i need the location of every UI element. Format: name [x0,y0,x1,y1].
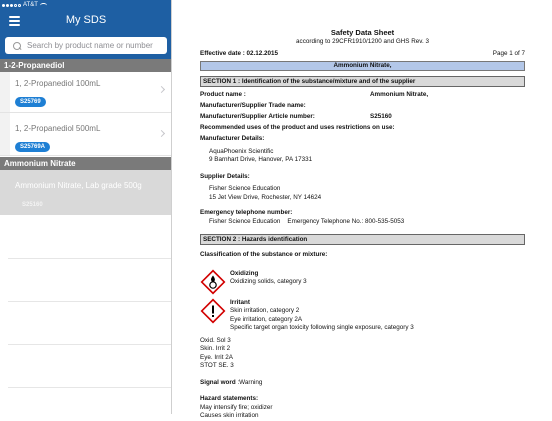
search-box[interactable] [5,37,167,54]
product-banner: Ammonium Nitrate, [200,61,525,71]
section-2-header: SECTION 2 : Hazards identification [200,234,525,245]
supplier-details-label: Supplier Details: [200,172,250,180]
group-header-ammonium-nitrate: Ammonium Nitrate [0,157,172,170]
chevron-right-icon [158,130,165,137]
section-1-header: SECTION 1 : Identification of the substance/mixture and of the supplier [200,76,525,87]
divider [8,258,172,259]
divider [8,301,172,302]
manufacturer-details-label: Manufacturer Details: [200,135,265,143]
hazard-irritant [201,299,525,333]
page-number: Page 1 of 7 [492,49,525,57]
document-subtitle: according to 29CFR1910/1200 and GHS Rev. 3 [296,38,429,46]
wifi-icon [40,3,47,8]
flame-over-circle-icon [201,270,225,294]
signal-strength-icon [2,4,21,7]
manufacturer-address: 9 Barnhart Drive, Hanover, PA 17331 [209,156,313,164]
hazard-title: Oxidizing [230,269,259,277]
hazard-description: Skin irritation, category 2 [230,307,300,315]
emergency-phone-line: Fisher Science Education Emergency Telephone No.: 800-535-5053 [209,217,405,225]
product-name-value: Ammonium Nitrate, [370,91,429,99]
hazard-description: Eye irritation, category 2A [230,315,303,323]
product-number-badge: S25160 [22,202,43,208]
product-number-badge: S25769A [15,142,50,152]
search-input[interactable] [27,41,157,50]
divider [8,344,172,345]
list-item-propanediol-100ml[interactable] [0,72,172,113]
nav-bar [0,0,172,34]
product-list-panel [0,0,172,414]
list-item-name: 1, 2-Propanediol 500mL [15,124,101,133]
hazard-statements-label: Hazard statements: [200,395,259,403]
manufacturer-name: AquaPhoenix Scientific [209,147,274,155]
hazard-title: Irritant [230,298,250,306]
hazard-statement: Causes skin irritation [200,412,259,420]
list-item-name: 1, 2-Propanediol 100mL [15,79,101,88]
hazard-description: Oxidizing solids, category 3 [230,278,307,286]
app-title: My SDS [65,14,107,26]
divider [8,387,172,388]
carrier-label: AT&T [23,2,38,8]
status-bar [2,1,47,9]
search-bar [0,34,172,59]
article-number-label: Manufacturer/Supplier Article number: [200,113,315,121]
recommended-uses-label: Recommended uses of the product and uses restrictions on use: [200,124,395,132]
product-name-label: Product name : [200,91,246,99]
product-number-badge: S25769 [15,97,46,107]
chevron-right-icon [158,86,165,93]
hazard-code: STOT SE. 3 [200,362,234,370]
group-header-propanediol: 1-2-Propanediol [0,59,172,72]
list-item-ammonium-nitrate[interactable] [0,170,172,215]
sds-document [200,28,525,421]
signal-word-label: Signal word [200,378,236,386]
hazard-description: Specific target organ toxicity following single exposure, category 3 [230,324,414,332]
hazard-code: Eye. Irrit 2A [200,353,233,361]
effective-date: Effective date : 02.12.2015 [200,49,279,57]
search-icon [13,42,21,50]
hazard-statement: May intensify fire; oxidizer [200,403,273,411]
hazard-code: Oxid. Sol 3 [200,336,231,344]
emergency-phone-label: Emergency telephone number: [200,209,293,217]
list-item-propanediol-500ml[interactable] [0,113,172,156]
document-title: Safety Data Sheet [330,28,395,37]
exclamation-mark-icon [201,299,225,323]
supplier-name: Fisher Science Education [209,185,281,193]
classification-label: Classification of the substance or mixture: [200,251,328,259]
list-item-name: Ammonium Nitrate, Lab grade 500g [15,181,142,190]
article-number-value: S25160 [370,113,392,121]
signal-word-value: :Warning [237,378,263,386]
supplier-address: 15 Jet View Drive, Rochester, NY 14624 [209,193,322,201]
hazard-oxidizing [201,270,525,294]
hazard-code: Skin. Irrit 2 [200,345,231,353]
trade-name-label: Manufacturer/Supplier Trade name: [200,102,306,110]
